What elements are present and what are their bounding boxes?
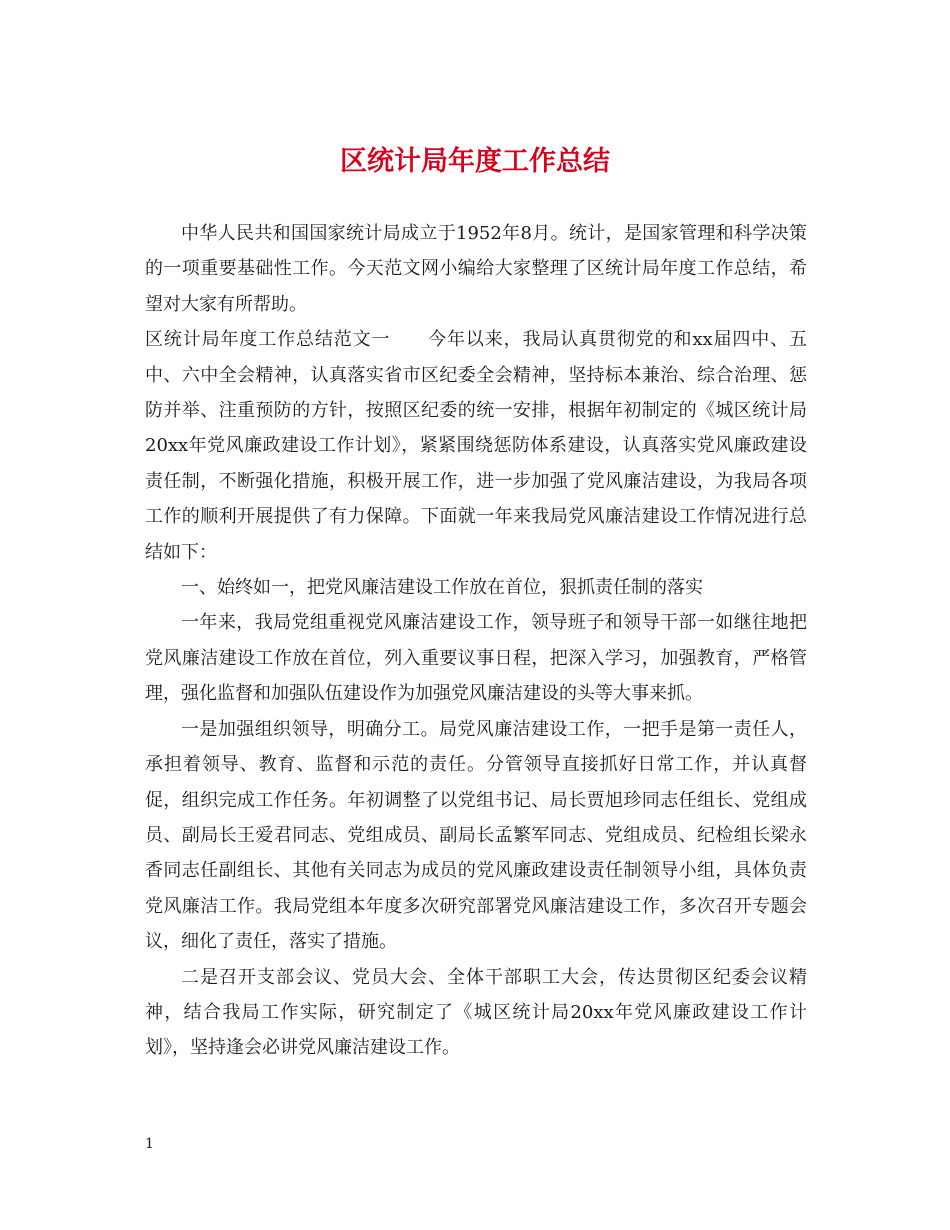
- paragraph-intro: 中华人民共和国国家统计局成立于1952年8月。统计，是国家管理和科学决策的一项重要基础性工作。今天范文网小编给大家整理了区统计局年度工作总结，希望对大家有所帮助。: [145, 223, 807, 315]
- paragraph-point-two: 二是召开支部会议、党员大会、全体干部职工大会，传达贯彻区纪委会议精神，结合我局工作实际，研究制定了《城区统计局20xx年党风廉政建设工作计划》，坚持逢会必讲党风廉洁建设工作。: [145, 966, 807, 1059]
- document-body: [145, 216, 807, 1066]
- paragraph-sample-one: 区统计局年度工作总结范文一 今年以来，我局认真贯彻党的和xx届四中、五中、六中全会精神，认真落实省市区纪委全会精神，坚持标本兼治、综合治理、惩防并举、注重预防的方针，按照区纪委的统一安排，根据年初制定的《城区统计局20xx年党风廉政建设工作计划》，紧紧围绕惩防体系建设，认真落实党风廉政建设责任制，不断强化措施，积极开展工作，进一步加强了党风廉洁建设，为我局各项工作的顺利开展提供了有力保障。下面就一年来我局党风廉洁建设工作情况进行总结如下：: [145, 329, 807, 563]
- paragraph-point-one: 一是加强组织领导，明确分工。局党风廉洁建设工作，一把手是第一责任人，承担着领导、教育、监督和示范的责任。分管领导直接抓好日常工作，并认真督促，组织完成工作任务。年初调整了以党组书记、局长贾旭珍同志任组长、党组成员、副局长王爱君同志、党组成员、副局长孟繁军同志、党组成员、纪检组长梁永香同志任副组长、其他有关同志为成员的党风廉政建设责任制领导小组，具体负责党风廉洁工作。我局党组本年度多次研究部署党风廉洁建设工作，多次召开专题会议，细化了责任，落实了措施。: [145, 718, 807, 953]
- document-title: 区统计局年度工作总结: [340, 146, 610, 177]
- section-heading-one: 一、始终如一，把党风廉洁建设工作放在首位，狠抓责任制的落实: [181, 577, 703, 599]
- page-number: 1: [145, 1136, 154, 1152]
- paragraph-section-one: 一年来，我局党组重视党风廉洁建设工作，领导班子和领导干部一如继往地把党风廉洁建设工作放在首位，列入重要议事日程，把深入学习，加强教育，严格管理，强化监督和加强队伍建设作为加强党风廉洁建设的头等大事来抓。: [145, 612, 807, 705]
